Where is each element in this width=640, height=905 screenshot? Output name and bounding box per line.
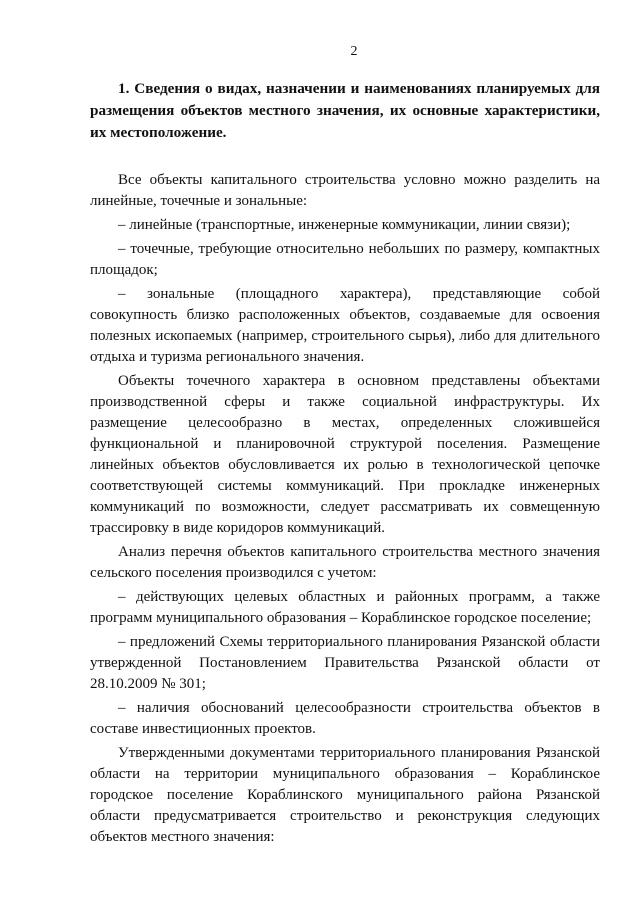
paragraph-analysis: Анализ перечня объектов капитального строительства местного значения сельского поселения производился с учетом: [90, 544, 600, 581]
list-item-scheme: – предложений Схемы территориального планирования Рязанской области утвержденной Постановлением Правительства Рязанской области от 28.10.2009 № 301; [90, 634, 600, 692]
list-item-justification: – наличия обоснований целесообразности строительства объектов в составе инвестиционных проектов. [90, 700, 600, 737]
list-item-linear: – линейные (транспортные, инженерные коммуникации, линии связи); [118, 217, 571, 233]
section-heading: 1. Сведения о видах, назначении и наименованиях планируемых для размещения объектов местного значения, их основные характеристики, их местоположение. [90, 80, 600, 141]
list-item-zonal: – зональные (площадного характера), представляющие собой совокупность близко расположенных объектов, создаваемые для освоения полезных ископаемых (например, строительного сырья), либо для длительного отдыха и туризма регионального значения. [90, 286, 600, 365]
list-item-programs: – действующих целевых областных и районных программ, а также программ муниципального образования – Кораблинское городское поселение; [90, 589, 600, 626]
list-item-point: – точечные, требующие относительно небольших по размеру, компактных площадок; [90, 241, 600, 278]
paragraph-point-objects: Объекты точечного характера в основном представлены объектами производственной сферы и также социальной инфраструктуры. Их размещение целесообразно в местах, определенных сложившейся функциональной и планировочной структурой поселения. Размещение линейных объектов обусловливается их ролью в технологической цепочке соответствующей системы коммуникаций. При прокладке инженерных коммуникаций по возможности, следует рассматривать их совмещенную трассировку в виде коридоров коммуникаций. [90, 373, 600, 536]
paragraph-approved-documents: Утвержденными документами территориального планирования Рязанской области на территории муниципального образования – Кораблинское городское поселение Кораблинского муниципального района Рязанской области предусматривается строительство и реконструкция следующих объектов местного значения: [90, 745, 600, 845]
page-number: 2 [350, 44, 358, 59]
paragraph-intro: Все объекты капитального строительства условно можно разделить на линейные, точечные и зональные: [90, 172, 600, 209]
